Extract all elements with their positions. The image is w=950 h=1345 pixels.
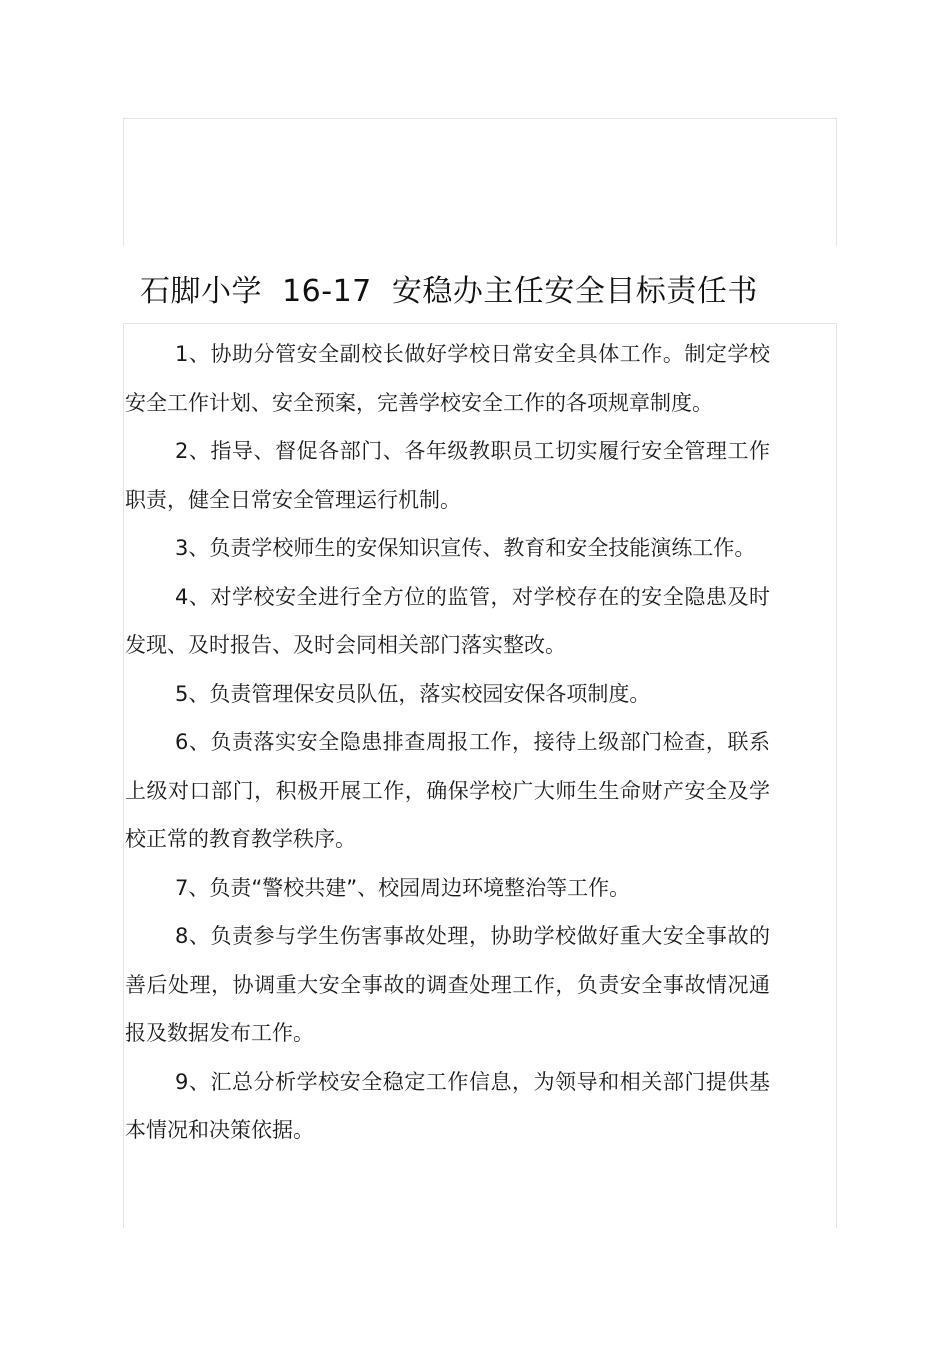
paragraph-5: 5、负责管理保安员队伍，落实校园安保各项制度。: [175, 681, 651, 706]
paragraph-8: 8、负责参与学生伤害事故处理，协助学校做好重大安全事故的善后处理，协调重大安全事故的调查处理工作，负责安全事故情况通报及数据发布工作。: [125, 924, 770, 1045]
document-title: 石脚小学 16-17 安稳办主任安全目标责任书: [140, 274, 758, 309]
paragraph-9: 9、汇总分析学校安全稳定工作信息，为领导和相关部门提供基本情况和决策依据。: [125, 1069, 770, 1142]
paragraph-2: 2、指导、督促各部门、各年级教职员工切实履行安全管理工作职责，健全日常安全管理运行机制。: [125, 439, 770, 512]
paragraph-7: 7、负责“警校共建”、校园周边环境整治等工作。: [175, 875, 631, 900]
header-frame: [123, 118, 837, 246]
paragraph-4: 4、对学校安全进行全方位的监管，对学校存在的安全隐患及时发现、及时报告、及时会同相关部门落实整改。: [125, 584, 770, 657]
paragraph-6: 6、负责落实安全隐患排查周报工作，接待上级部门检查，联系上级对口部门，积极开展工作，确保学校广大师生生命财产安全及学校正常的教育教学秩序。: [125, 730, 770, 851]
document-body: [125, 330, 770, 1155]
paragraph-3: 3、负责学校师生的安保知识宣传、教育和安全技能演练工作。: [175, 536, 756, 560]
paragraph-1: 1、协助分管安全副校长做好学校日常安全具体工作。制定学校安全工作计划、安全预案，完善学校安全工作的各项规章制度。: [125, 342, 770, 415]
